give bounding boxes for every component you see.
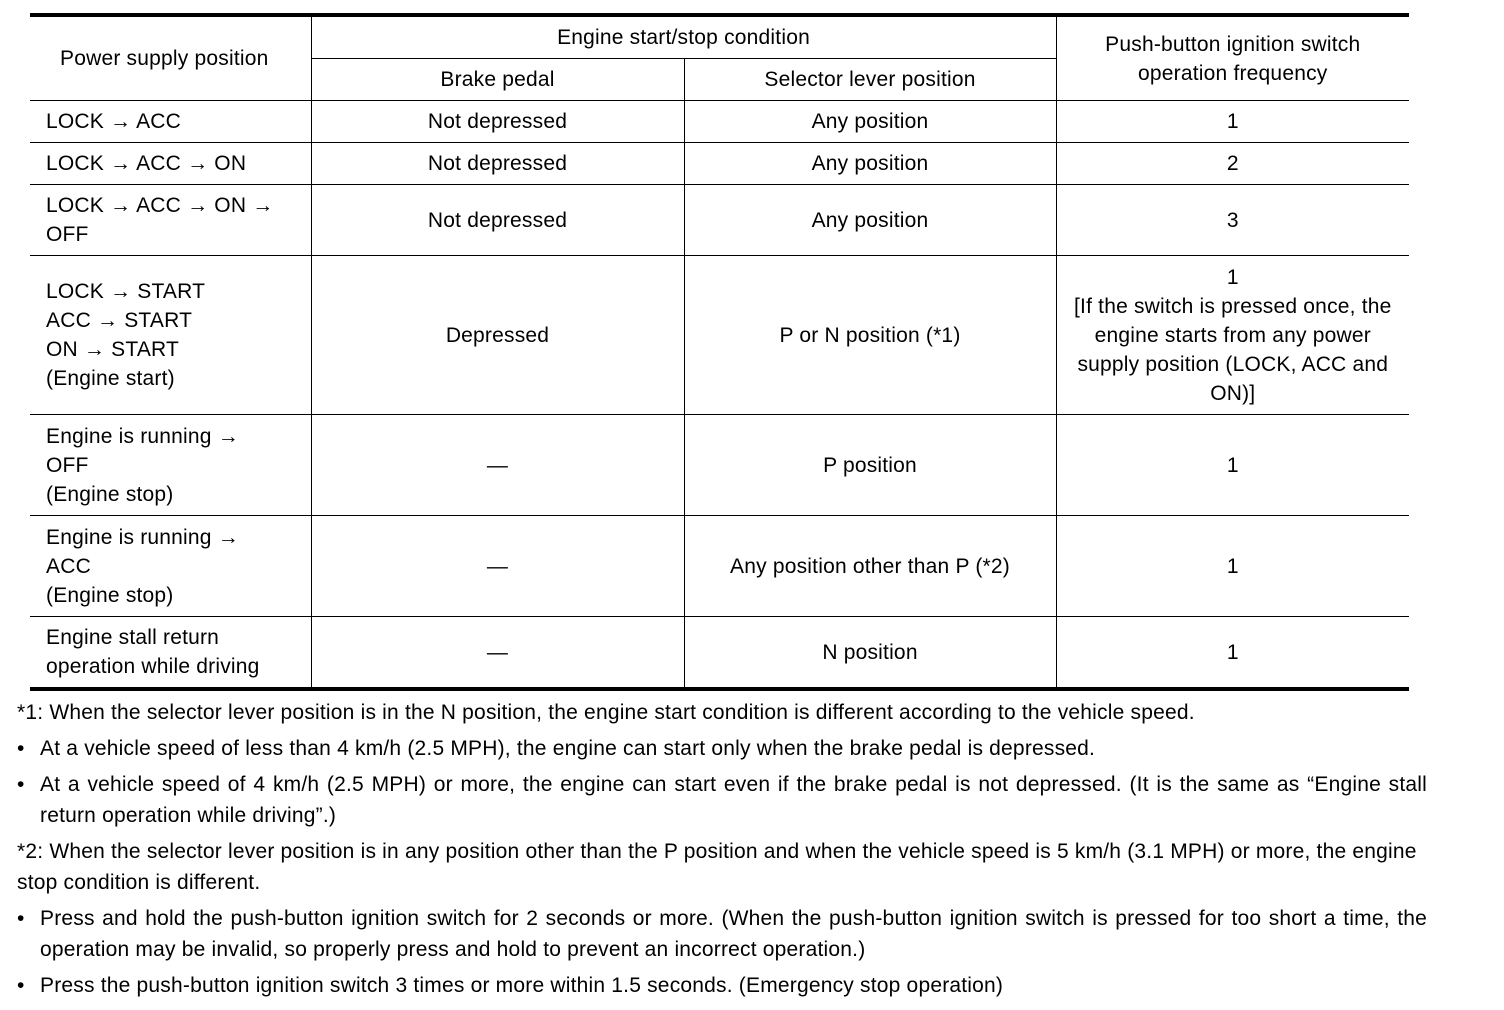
bullet-glyph: • — [17, 737, 25, 760]
cell-brake-pedal: — — [311, 516, 684, 617]
cell-power-position — [30, 143, 311, 185]
position-line: LOCK → ACC → ON → — [46, 194, 274, 217]
bullet-text: At a vehicle speed of 4 km/h (2.5 MPH) or more, the engine can start even if the brake pedal is not depressed. (It is the same as “Engine stall return operation while driving”.) — [40, 773, 1427, 827]
position-line: Engine stall return operation while driving — [46, 626, 260, 678]
cell-selector-lever: Any position — [684, 185, 1056, 256]
header-selector-lever: Selector lever position — [684, 59, 1056, 101]
cell-brake-pedal: Not depressed — [311, 185, 684, 256]
table-row — [30, 617, 1409, 690]
cell-brake-pedal: Depressed — [311, 256, 684, 415]
footnote-1-bullet — [17, 733, 1427, 764]
table-row — [30, 415, 1409, 516]
frequency-value: 2 — [1226, 152, 1239, 175]
position-line: ON → START — [46, 338, 180, 361]
cell-frequency — [1056, 101, 1409, 143]
frequency-value: 1 — [1226, 110, 1239, 133]
cell-power-position — [30, 256, 311, 415]
table-header-row — [30, 15, 1409, 59]
cell-frequency — [1056, 185, 1409, 256]
cell-power-position — [30, 516, 311, 617]
footnote-2: *2: When the selector lever position is in any position other than the P position and when the vehicle speed is 5 km/h (3.1 MPH) or more, the engine stop condition is different. — [17, 840, 1417, 894]
frequency-value: 3 — [1226, 208, 1239, 232]
position-line: LOCK → START — [46, 280, 206, 303]
position-line: (Engine start) — [46, 367, 175, 390]
header-frequency: Push-button ignition switch operation frequency — [1056, 15, 1409, 101]
position-line: OFF — [46, 453, 89, 477]
bullet-text: Press and hold the push-button ignition switch for 2 seconds or more. (When the push-button ignition switch is pressed for too short a time, the operation may be invalid, so properly press and hold to prevent an incorrect operation.) — [40, 907, 1427, 961]
position-line: OFF — [46, 223, 89, 246]
position-line: ACC — [46, 554, 91, 578]
bullet-text: At a vehicle speed of less than 4 km/h (2.5 MPH), the engine can start only when the brake pedal is depressed. — [40, 737, 1096, 760]
table-row — [30, 256, 1409, 415]
table-row — [30, 185, 1409, 256]
cell-frequency — [1056, 415, 1409, 516]
cell-brake-pedal: — — [311, 415, 684, 516]
cell-power-position — [30, 101, 311, 143]
footnote-1: *1: When the selector lever position is in the N position, the engine start condition is different according to the vehicle speed. — [17, 701, 1195, 724]
frequency-note: [If the switch is pressed once, the engine starts from any power supply position (LOCK, ACC and ON)] — [1074, 294, 1392, 405]
cell-power-position — [30, 185, 311, 256]
cell-selector-lever: N position — [684, 617, 1056, 690]
bullet-text: Press the push-button ignition switch 3 times or more within 1.5 seconds. (Emergency stop operation) — [40, 974, 1004, 997]
bullet-glyph: • — [17, 773, 25, 796]
cell-brake-pedal: Not depressed — [311, 101, 684, 143]
table-row — [30, 143, 1409, 185]
header-engine-condition: Engine start/stop condition — [311, 15, 1056, 59]
cell-brake-pedal: — — [311, 617, 684, 690]
position-line: Engine is running → — [46, 525, 239, 549]
position-line: (Engine stop) — [46, 583, 174, 607]
position-line: ACC → START — [46, 309, 193, 332]
position-line: LOCK → ACC — [46, 110, 182, 133]
cell-frequency — [1056, 516, 1409, 617]
footnote-1-bullet — [17, 769, 1427, 831]
frequency-value: 1 — [1226, 265, 1239, 289]
cell-brake-pedal: Not depressed — [311, 143, 684, 185]
bullet-glyph: • — [17, 974, 25, 997]
cell-selector-lever: P or N position (*1) — [684, 256, 1056, 415]
table-row — [30, 516, 1409, 617]
frequency-value: 1 — [1226, 640, 1239, 664]
header-brake-pedal: Brake pedal — [311, 59, 684, 101]
frequency-value: 1 — [1226, 453, 1239, 477]
cell-frequency — [1056, 143, 1409, 185]
cell-selector-lever: Any position — [684, 101, 1056, 143]
cell-selector-lever: P position — [684, 415, 1056, 516]
cell-power-position — [30, 415, 311, 516]
cell-frequency — [1056, 256, 1409, 415]
position-line: (Engine stop) — [46, 482, 174, 506]
cell-selector-lever: Any position — [684, 143, 1056, 185]
table-row — [30, 101, 1409, 143]
frequency-value: 1 — [1226, 554, 1239, 578]
bullet-glyph: • — [17, 907, 25, 930]
footnote-2-bullet — [17, 970, 1427, 1001]
footnote-2-bullet — [17, 903, 1427, 965]
cell-selector-lever: Any position other than P (*2) — [684, 516, 1056, 617]
ignition-operation-table — [30, 13, 1409, 691]
header-power-supply-position: Power supply position — [30, 15, 311, 101]
position-line: Engine is running → — [46, 424, 239, 448]
cell-frequency — [1056, 617, 1409, 690]
footnotes — [17, 697, 1427, 1006]
cell-power-position — [30, 617, 311, 690]
position-line: LOCK → ACC → ON — [46, 152, 247, 175]
